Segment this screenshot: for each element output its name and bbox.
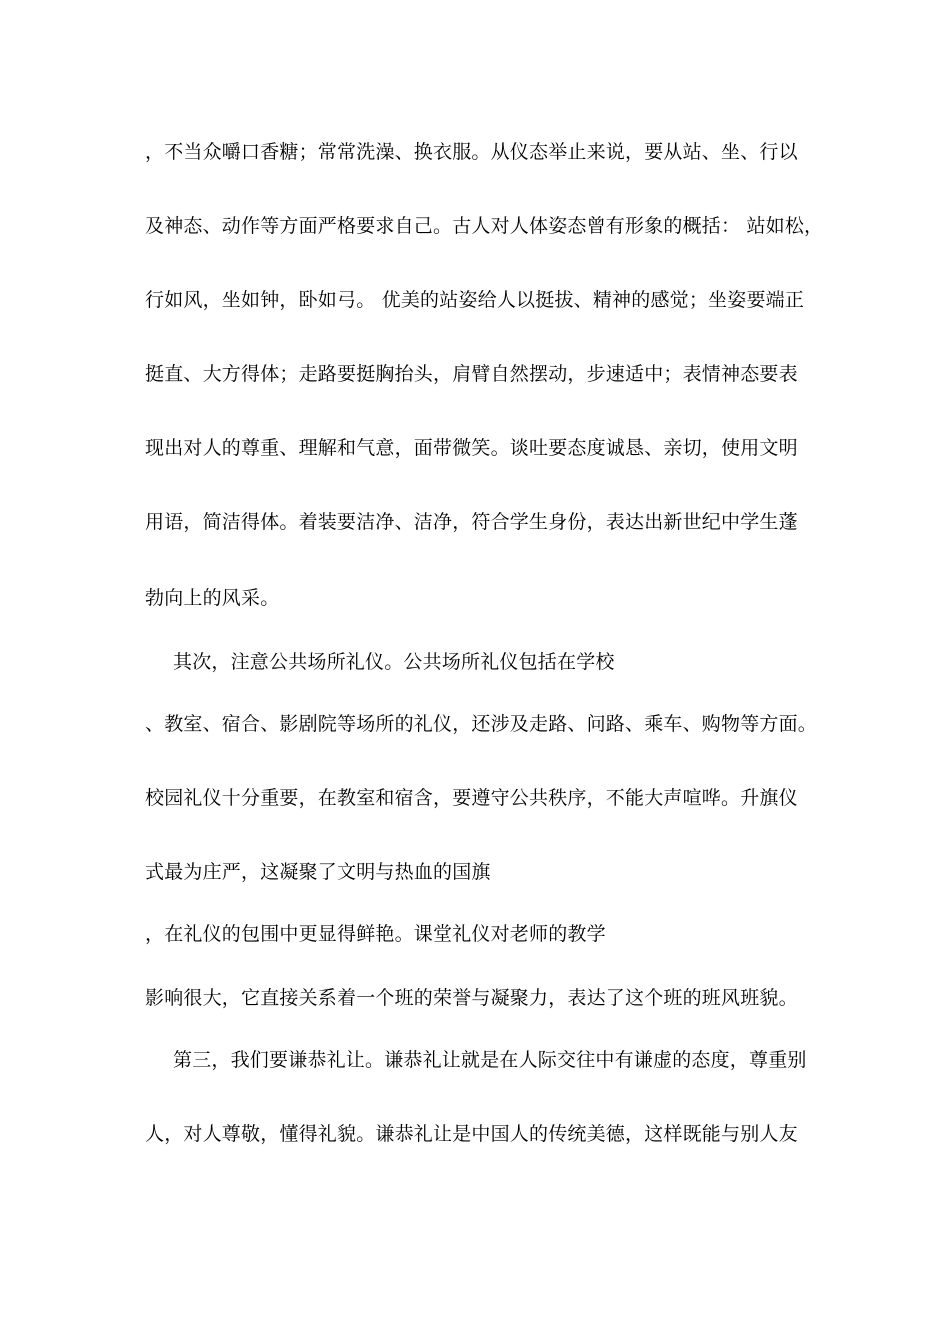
text-line: 及神态、动作等方面严格要求自己。古人对人体姿态曾有形象的概括： 站如松，: [145, 215, 824, 237]
text-line: 勃向上的风采。: [145, 587, 280, 609]
text-line: 校园礼仪十分重要，在教室和宿含，要遵守公共秩序，不能大声喧哗。升旗仪: [145, 787, 798, 809]
text-line: 人，对人尊敬，懂得礼貌。谦恭礼让是中国人的传统美德，这样既能与别人友: [145, 1123, 798, 1145]
paragraph-start-line: 第三，我们要谦恭礼让。谦恭礼让就是在人际交往中有谦虚的态度，尊重别: [173, 1049, 807, 1071]
text-line: 影响很大，它直接关系着一个班的荣誉与凝聚力，表达了这个班的班风班貌。: [145, 987, 798, 1009]
text-line: 、教室、宿合、影剧院等场所的礼仪，还涉及走路、问路、乘车、购物等方面。: [145, 713, 818, 735]
text-line: ，不当众嚼口香糖；常常洗澡、换衣服。从仪态举止来说，要从站、坐、行以: [145, 141, 798, 163]
text-line: 式最为庄严，这凝聚了文明与热血的国旗: [145, 861, 491, 883]
paragraph-start-line: 其次，注意公共场所礼仪。公共场所礼仪包括在学校: [173, 651, 615, 673]
text-line: 现出对人的尊重、理解和气意，面带微笑。谈吐要态度诚恳、亲切，使用文明: [145, 437, 798, 459]
text-line: ，在礼仪的包围中更显得鲜艳。课堂礼仪对老师的教学: [145, 923, 606, 945]
text-line: 行如风，坐如钟，卧如弓。 优美的站姿给人以挺拔、精神的感觉；坐姿要端正: [145, 289, 805, 311]
text-line: 用语，简洁得体。着装要洁净、洁净，符合学生身份，表达出新世纪中学生蓬: [145, 511, 798, 533]
text-line: 挺直、大方得体；走路要挺胸抬头，肩臂自然摆动，步速适中；表情神态要表: [145, 363, 798, 385]
